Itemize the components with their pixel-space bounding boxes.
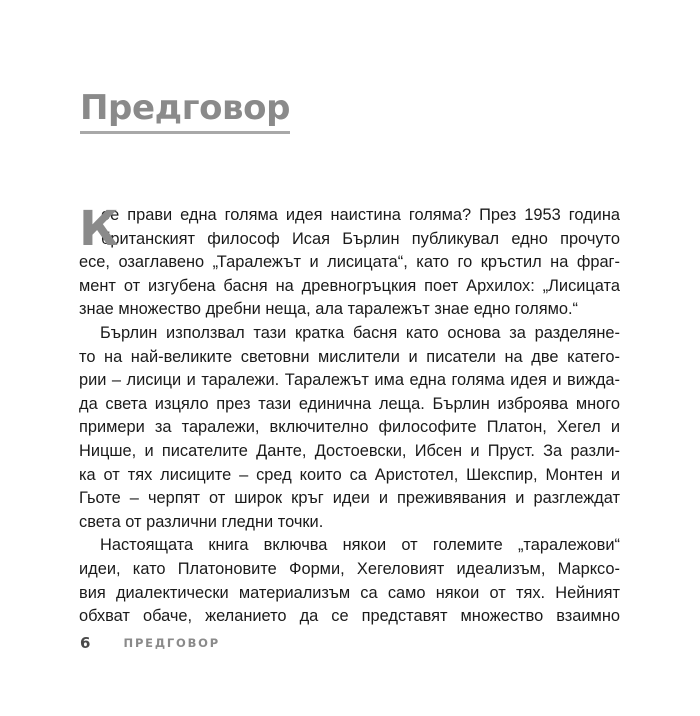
text-line: рии – лисици и таралежи. Таралежът има една голяма идея и вижда- bbox=[79, 371, 620, 390]
text-line: света от различни гледни точки. bbox=[79, 512, 324, 531]
text-line: есе, озаглавено „Таралежът и лисицата“, като го кръстил на фраг- bbox=[79, 253, 620, 272]
text-line: Настоящата книга включва някои от големите „таралежови“ bbox=[100, 536, 620, 555]
text-line: мент от изгубена басня на древногръцкия поет Архилох: „Лисицата bbox=[79, 276, 620, 295]
text-line: Бърлин използвал тази кратка басня като основа за разделяне- bbox=[100, 323, 620, 342]
text-line: британският философ Исая Бърлин публикувал едно прочуто bbox=[101, 229, 620, 248]
drop-cap: К bbox=[79, 201, 119, 257]
running-head: ПРЕДГОВОР bbox=[123, 636, 220, 650]
page-number: 6 bbox=[80, 634, 91, 652]
text-line: примери за таралежи, включително философите Платон, Хегел и bbox=[79, 418, 620, 437]
text-line: то на най-великите световни мислители и писатели на две катего- bbox=[79, 347, 620, 366]
page-footer bbox=[80, 633, 220, 652]
text-line: ое прави една голяма идея наистина голяма? През 1953 година bbox=[101, 206, 620, 224]
body-text bbox=[79, 201, 620, 629]
text-line: Ницше, и писателите Данте, Достоевски, Ибсен и Пруст. За разли- bbox=[79, 441, 620, 460]
chapter-title: Предговор bbox=[80, 88, 290, 134]
text-line: обхват обаче, желанието да се представят множество взаимно bbox=[79, 607, 620, 626]
text-line: вия диалектически материализъм са само някои от тях. Нейният bbox=[79, 583, 620, 602]
text-line: ка от тях лисиците – сред които са Аристотел, Шекспир, Монтен и bbox=[79, 465, 620, 484]
text-line: да света изцяло през тази единична леща. Бърлин изброява много bbox=[79, 394, 620, 413]
text-line: Гьоте – черпят от широк кръг идеи и преживявания и разглеждат bbox=[79, 489, 620, 508]
text-line: знае множество дребни неща, ала таралежът знае едно голямо.“ bbox=[79, 300, 578, 319]
text-line: идеи, като Платоновите Форми, Хегеловият идеализъм, Марксо- bbox=[79, 559, 620, 578]
